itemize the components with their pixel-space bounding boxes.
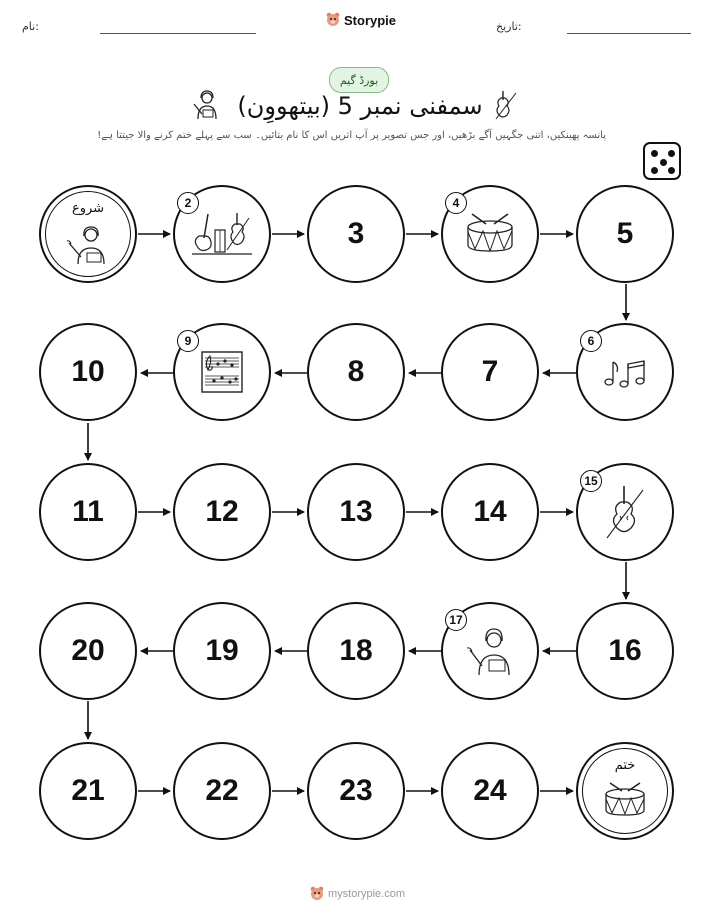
board-space [39, 323, 137, 421]
space-number: 17 [445, 609, 467, 631]
board-game-badge: بورڈ گیم [329, 67, 389, 93]
board-space [307, 742, 405, 840]
finish-space [576, 742, 674, 840]
board-space [39, 602, 137, 700]
drum-icon [462, 210, 518, 258]
board-space [173, 323, 271, 421]
board-space [39, 463, 137, 561]
violin-icon [603, 484, 647, 540]
board-space [576, 602, 674, 700]
instruments-icon [191, 210, 253, 258]
space-number: 11 [72, 495, 104, 528]
finish-label: ختم [614, 758, 636, 773]
instructions: پانسہ پھینکیں، اتنی جگہیں آگے بڑھیں، اور جس تصویر پر آپ اتریں اس کا نام بتائیں۔ سب سے پہلے ختم کرنے والا جیتتا ہے! [97, 130, 606, 141]
drum-icon [602, 782, 648, 820]
board-space [307, 323, 405, 421]
space-number: 20 [71, 634, 105, 667]
board-space [441, 323, 539, 421]
board-space [173, 463, 271, 561]
space-number: 16 [608, 634, 642, 667]
name-label: نام: [22, 20, 39, 33]
page-title: سمفنی نمبر 5 (بیتھووِن) [237, 92, 483, 120]
space-number: 9 [177, 330, 199, 352]
space-number: 8 [347, 355, 365, 388]
brand-name: Storypie [344, 12, 397, 28]
date-label: تاریخ: [496, 20, 522, 33]
board-space [441, 602, 539, 700]
space-number: 13 [339, 495, 373, 528]
start-space [39, 185, 137, 283]
space-number: 4 [445, 192, 467, 214]
board-space [576, 185, 674, 283]
space-number: 23 [339, 774, 373, 807]
board-space [441, 742, 539, 840]
board-space [307, 463, 405, 561]
board-space [576, 463, 674, 561]
space-number: 10 [71, 355, 105, 388]
composer-icon [63, 225, 113, 265]
board-space [173, 742, 271, 840]
board-space [173, 185, 271, 283]
bear-mascot-icon [310, 886, 324, 902]
space-number: 24 [473, 774, 507, 807]
start-label: شروع [71, 201, 105, 216]
space-number: 15 [580, 470, 602, 492]
space-number: 14 [473, 495, 507, 528]
board-space [441, 185, 539, 283]
space-number: 5 [616, 217, 634, 250]
composer-icon [464, 626, 516, 676]
space-number: 18 [339, 634, 373, 667]
space-number: 21 [71, 774, 105, 807]
board-space [173, 602, 271, 700]
board-space [307, 185, 405, 283]
board-space [39, 742, 137, 840]
space-number: 2 [177, 192, 199, 214]
footer-url[interactable]: mystorypie.com [328, 888, 406, 900]
space-number: 19 [205, 634, 239, 667]
space-number: 6 [580, 330, 602, 352]
board-space [307, 602, 405, 700]
space-number: 3 [347, 217, 365, 250]
space-number: 22 [205, 774, 239, 807]
board-space [576, 323, 674, 421]
space-number: 7 [481, 355, 499, 388]
music-notes-icon [600, 354, 650, 390]
space-number: 12 [205, 495, 239, 528]
board-space [441, 463, 539, 561]
footer [310, 886, 405, 902]
sheet-music-icon [200, 350, 244, 394]
